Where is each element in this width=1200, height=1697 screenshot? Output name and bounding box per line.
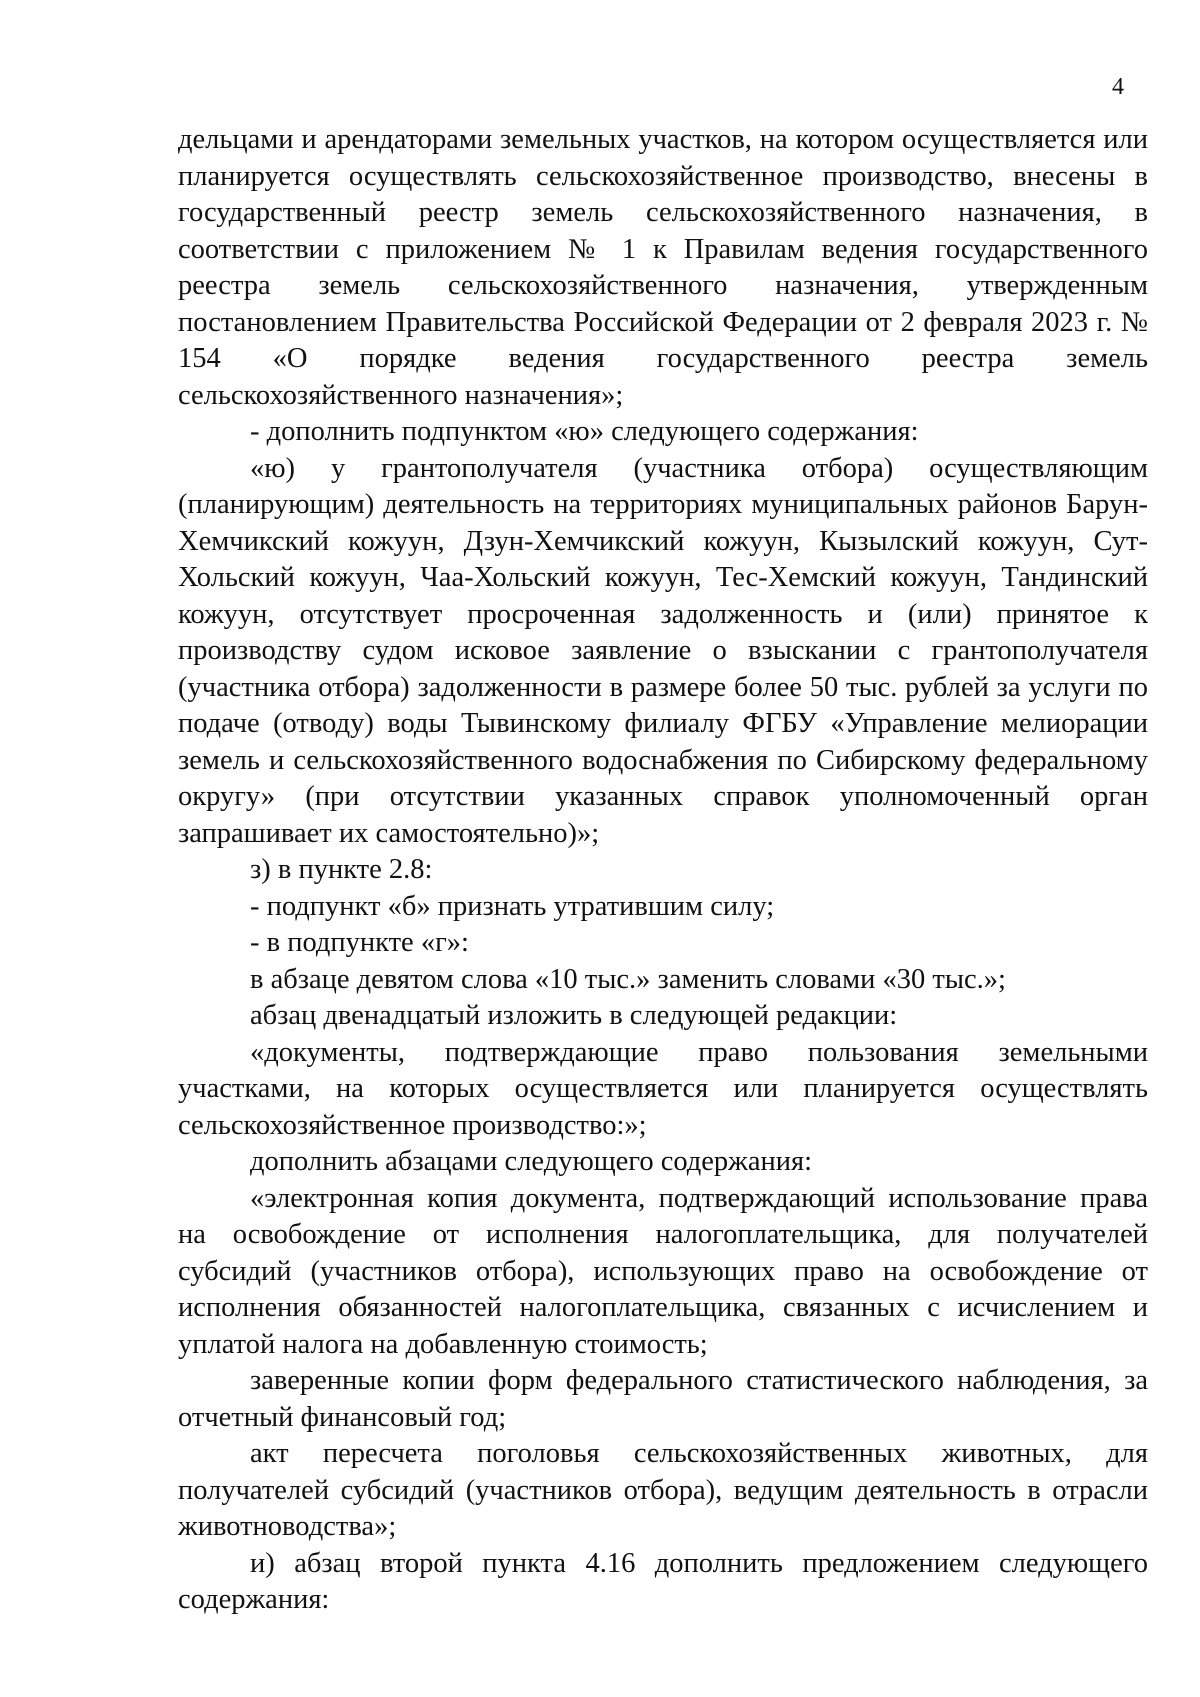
paragraph: в абзаце девятом слова «10 тыс.» заменить словами «30 тыс.»; bbox=[250, 963, 1006, 995]
paragraph: - дополнить подпунктом «ю» следующего содержания: bbox=[250, 416, 919, 447]
paragraph: «ю) у грантополучателя (участника отбора) осуществляющим (планирующим) деятельность на территориях муниципальных районов Барун-Хемчикский кожуун, Дзун-Хемчикский кожуун, Кызылский кожуун, Сут-Хольский кожуун, Чаа-Хольский кожуун, Тес-Хемский кожуун, Тандинский кожуун, отсутствует просроченная задолженность и (или) принятое к производству судом исковое заявление о взыскании с грантополучателя (участника отбора) задолженности в размере более 50 тыс. рублей за услуги по подаче (отводу) воды Тывинскому филиалу ФГБУ «Управление мелиорации земель и сельскохозяйственного водоснабжения по Сибирскому федеральному округу» (при отсутствии указанных справок уполномоченный орган запрашивает их самостоятельно)»; bbox=[178, 452, 1148, 849]
paragraph: - подпункт «б» признать утратившим силу; bbox=[250, 890, 775, 922]
paragraph: заверенные копии форм федерального статистического наблюдения, за отчетный финансовый год; bbox=[178, 1365, 1148, 1433]
paragraph: акт пересчета поголовья сельскохозяйственных животных, для получателей субсидий (участников отбора), ведущим деятельность в отрасли животноводства»; bbox=[178, 1438, 1148, 1542]
paragraph: «документы, подтверждающие право пользования земельными участками, на которых осуществляется или планируется осуществлять сельскохозяйственное производство:»; bbox=[178, 1036, 1148, 1141]
paragraph: - в подпункте «г»: bbox=[250, 927, 469, 958]
paragraph: дельцами и арендаторами земельных участков, на котором осуществляется или планируется осуществлять сельскохозяйственное производство, внесены в государственный реестр земель сельскохозяйственного назначения, в соответствии с приложением № 1 к Правилам ведения государственного реестра земель сельскохозяйственного назначения, утвержденным постановлением Правительства Российской Федерации от 2 февраля 2023 г. № 154 «О порядке ведения государственного реестра земель сельскохозяйственного назначения»; bbox=[178, 124, 1148, 411]
document-body bbox=[178, 122, 1148, 1619]
page-number: 4 bbox=[1112, 74, 1124, 100]
paragraph: дополнить абзацами следующего содержания: bbox=[250, 1146, 813, 1177]
paragraph: з) в пункте 2.8: bbox=[250, 854, 433, 885]
paragraph: абзац двенадцатый изложить в следующей редакции: bbox=[250, 1000, 898, 1031]
paragraph: и) абзац второй пункта 4.16 дополнить предложением следующего содержания: bbox=[178, 1547, 1148, 1615]
paragraph: «электронная копия документа, подтверждающий использование права на освобождение от исполнения налогоплательщика, для получателей субсидий (участников отбора), использующих право на освобождение от исполнения обязанностей налогоплательщика, связанных с исчислением и уплатой налога на добавленную стоимость; bbox=[178, 1182, 1148, 1360]
